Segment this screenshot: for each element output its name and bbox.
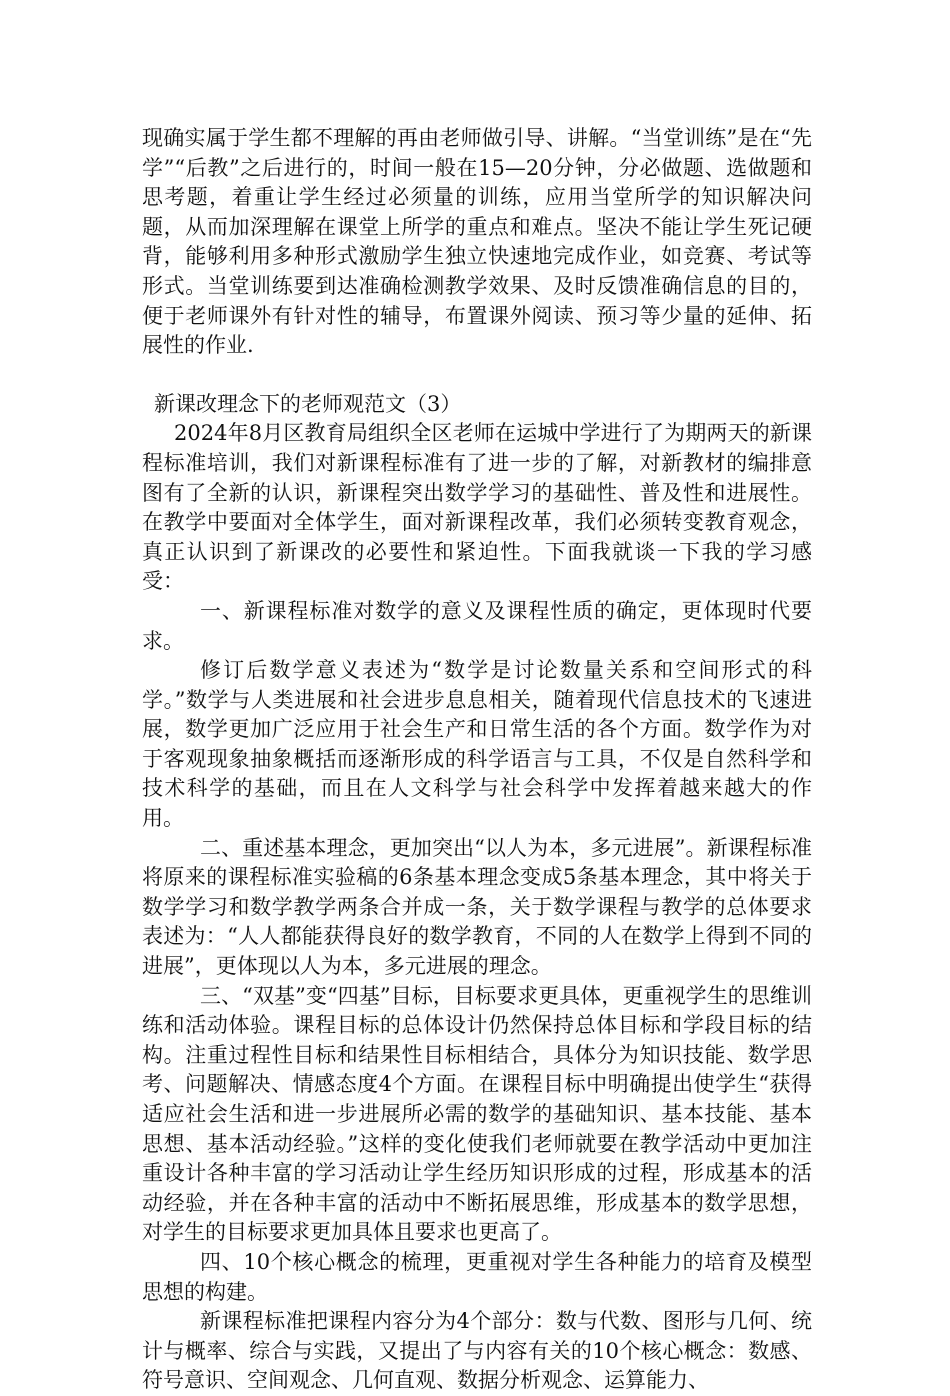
point-two-paragraph: 二、重述基本理念，更加突出“以人为本，多元进展”。新课程标准将原来的课程标准实验稿的6条基本理念变成5条基本理念，其中将关于数学学习和数学教学两条合并成一条，关于数学课程与教学的总体要求表述为：“人人都能获得良好的数学教育，不同的人在数学上得到不同的进展”，更体现以人为本，多元进展的理念。 — [142, 835, 812, 979]
point-four-body: 新课程标准把课程内容分为4个部分：数与代数、图形与几何、统计与概率、综合与实践，又提出了与内容有关的10个核心概念：数感、符号意识、空间观念、几何直观、数据分析观念、运算能力、 — [142, 1309, 812, 1393]
point-three-paragraph: 三、“双基”变“四基”目标，目标要求更具体，更重视学生的思维训练和活动体验。课程目标的总体设计仍然保持总体目标和学段目标的结构。注重过程性目标和结果性目标相结合，具体分为知识技能、数学思考、问题解决、情感态度4个方面。在课程目标中明确提出使学生“获得适应社会生活和进一步进展所必需的数学的基础知识、基本技能、基本思想、基本活动经验。”这样的变化使我们老师就要在教学活动中更加注重设计各种丰富的学习活动让学生经历知识形成的过程，形成基本的活动经验，并在各种丰富的活动中不断拓展思维，形成基本的数学思想，对学生的目标要求更加具体且要求也更高了。 — [142, 983, 812, 1245]
point-one-body: 修订后数学意义表述为“数学是讨论数量关系和空间形式的科学。”数学与人类进展和社会进步息息相关，随着现代信息技术的飞速进展，数学更加广泛应用于社会生产和日常生活的各个方面。数学作为对于客观现象抽象概括而逐渐形成的科学语言与工具，不仅是自然科学和技术科学的基础，而且在人文科学与社会科学中发挥着越来越大的作用。 — [142, 658, 812, 831]
point-four-heading: 四、10个核心概念的梳理，更重视对学生各种能力的培育及模型思想的构建。 — [142, 1249, 812, 1304]
document-body — [142, 124, 812, 1396]
paragraph-gap — [142, 361, 812, 390]
intro-paragraph: 2024年8月区教育局组织全区老师在运城中学进行了为期两天的新课程标准培训，我们对新课程标准有了进一步的了解，对新教材的编排意图有了全新的认识，新课程突出数学学习的基础性、普及性和进展性。在教学中要面对全体学生，面对新课程改革，我们必须转变教育观念，真正认识到了新课改的必要性和紧迫性。下面我就谈一下我的学习感受： — [142, 421, 812, 594]
section-title: 新课改理念下的老师观范文（3） — [154, 391, 462, 416]
continuation-paragraph: 现确实属于学生都不理解的再由老师做引导、讲解。“当堂训练”是在“先学”“后教”之后进行的，时间一般在15—20分钟，分必做题、选做题和思考题，着重让学生经过必须量的训练，应用当堂所学的知识解决问题，从而加深理解在课堂上所学的重点和难点。坚决不能让学生死记硬背，能够利用多种形式激励学生独立快速地完成作业，如竞赛、考试等形式。当堂训练要到达准确检测教学效果、及时反馈准确信息的目的，便于老师课外有针对性的辅导，布置课外阅读、预习等少量的延伸、拓展性的作业. — [142, 126, 812, 358]
point-one-heading: 一、新课程标准对数学的意义及课程性质的确定，更体现时代要求。 — [142, 598, 812, 653]
